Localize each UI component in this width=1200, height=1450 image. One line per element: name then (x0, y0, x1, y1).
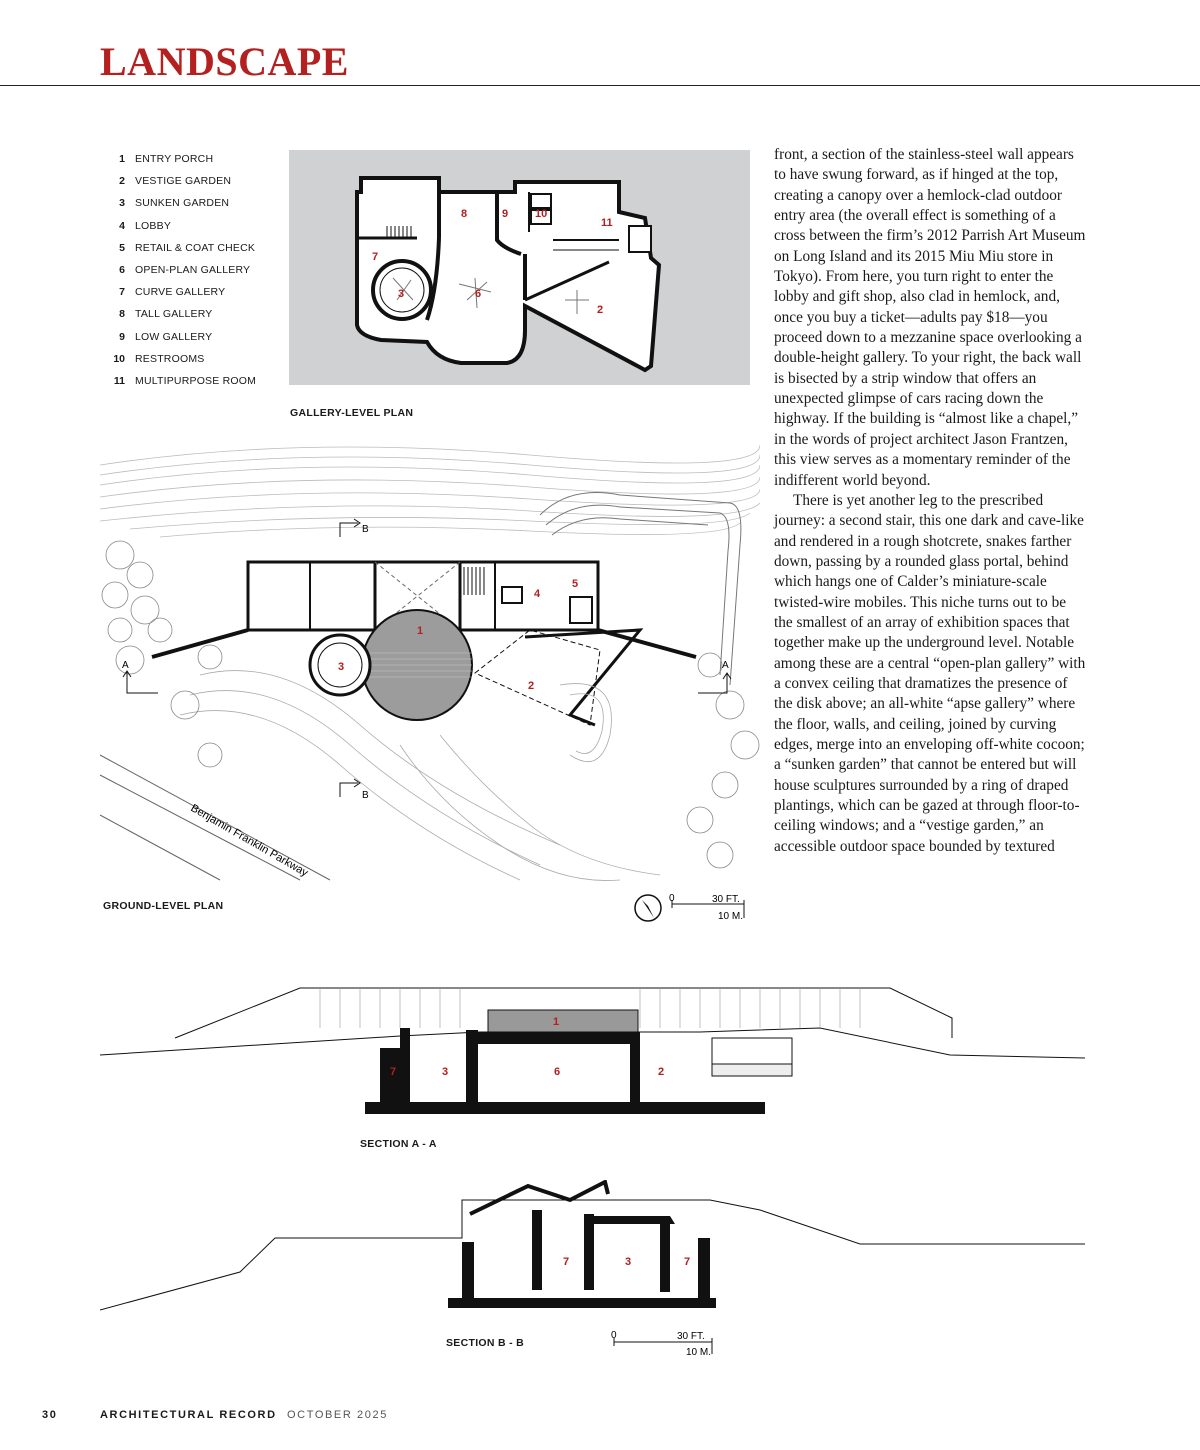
legend-label: ENTRY PORCH (135, 153, 214, 166)
section-bb-caption: SECTION B - B (446, 1337, 524, 1349)
section-aa-number-2: 2 (658, 1066, 665, 1078)
article-paragraph: There is yet another leg to the prescribed journey: a second stair, this one dark and cave-like and rendered in a rough shotcrete, snakes farther down, passing by a rounded glass portal, behind which hangs one of Calder’s miniature-scale twisted-wire mobiles. This niche turns out to be the smallest of an array of exhibition spaces that together make up the underground level. Notable among these are a central “open-plan gallery” with a convex ceiling that dramatizes the presence of the disk above; an all-white “apse gallery” where the floor, walls, and ceiling, joined by curving edges, merge into an enveloping off-white cocoon; a “sunken garden” that cannot be entered but will house sculptures surrounded by a ring of draped plantings, which can be gazed at through floor-to-ceiling windows; and a “vestige garden,” an accessible outdoor space bounded by textured (774, 491, 1086, 855)
plan-number-6: 6 (475, 288, 482, 300)
legend-label: SUNKEN GARDEN (135, 197, 230, 210)
legend-label: RETAIL & COAT CHECK (135, 241, 256, 254)
section-scale-meters: 10 M. (686, 1347, 712, 1358)
gallery-level-plan (289, 150, 750, 385)
legend-item (100, 237, 256, 259)
ground-plan-caption: GROUND-LEVEL PLAN (103, 900, 224, 912)
legend-item (100, 303, 232, 325)
legend-item (100, 192, 232, 214)
issue-date: OCTOBER 2025 (287, 1409, 388, 1421)
section-scale-zero: 0 (611, 1330, 617, 1341)
legend-number: 4 (119, 219, 125, 232)
legend-label: LOBBY (135, 219, 172, 232)
legend-item (100, 326, 232, 348)
scale-zero: 0 (669, 893, 675, 904)
section-a-a-drawing (100, 980, 1085, 1120)
section-scale-feet: 30 FT. (677, 1331, 705, 1342)
article-body (774, 145, 1086, 857)
plan-number-10: 10 (535, 208, 548, 220)
legend-label: RESTROOMS (135, 352, 205, 365)
section-marker-a-left: A (122, 660, 129, 671)
scale-meters: 10 M. (718, 911, 744, 922)
legend-item (100, 148, 232, 170)
plan-number-7: 7 (372, 251, 379, 263)
ground-number-2: 2 (528, 680, 535, 692)
section-aa-number-6: 6 (554, 1066, 561, 1078)
ground-number-1: 1 (417, 625, 424, 637)
ground-level-plan (100, 425, 760, 885)
magazine-name: ARCHITECTURAL RECORD (100, 1409, 277, 1421)
legend-number: 11 (113, 374, 125, 387)
header-rule (0, 85, 1200, 86)
legend-label: OPEN-PLAN GALLERY (135, 264, 251, 277)
street-label: Benjamin Franklin Parkway (188, 802, 310, 880)
section-scale-bar (608, 1326, 718, 1358)
plan-number-9: 9 (502, 208, 509, 220)
plan-number-2: 2 (597, 304, 604, 316)
ground-number-5: 5 (572, 578, 579, 590)
legend-number: 9 (119, 330, 125, 343)
legend-label: VESTIGE GARDEN (135, 175, 232, 188)
legend-number: 8 (119, 308, 125, 321)
section-aa-caption: SECTION A - A (360, 1138, 437, 1150)
legend-number: 10 (113, 352, 125, 365)
plan-number-8: 8 (461, 208, 468, 220)
legend-label: LOW GALLERY (135, 330, 213, 343)
legend-number: 6 (119, 264, 125, 277)
section-marker-b-bottom: B (362, 790, 369, 801)
section-b-b-drawing (100, 1180, 1085, 1315)
ground-number-4: 4 (534, 588, 541, 600)
legend-item (100, 215, 232, 237)
section-aa-number-3: 3 (442, 1066, 449, 1078)
north-arrow-and-scale (632, 890, 752, 926)
legend-item (100, 370, 257, 392)
plan-number-3: 3 (398, 288, 405, 300)
legend-number: 2 (119, 175, 125, 188)
gallery-plan-caption: GALLERY-LEVEL PLAN (290, 407, 414, 419)
section-aa-number-7: 7 (390, 1066, 397, 1078)
legend-item (100, 170, 232, 192)
legend-number: 7 (119, 286, 125, 299)
section-title: LANDSCAPE (100, 39, 349, 84)
article-paragraph: front, a section of the stainless-steel wall appears to have swung forward, as if hinged at the top, creating a canopy over a hemlock-clad outdoor entry area (the overall effect is something of a cross between the firm’s 2012 Parrish Art Museum on Long Island and its 2015 Miu Miu store in Tokyo). From here, you turn right to enter the lobby and gift shop, also clad in hemlock, and, once you buy a ticket—adults pay $18—you proceed down to a mezzanine space overlooking a double-height gallery. To your right, the back wall is bisected by a strip window that offers an unexpected glimpse of cars racing down the highway. If the building is “almost like a chapel,” in the words of project architect Jason Frantzen, this view serves as a momentary reminder of the indifferent world beyond. (774, 146, 1086, 489)
legend-number: 3 (119, 197, 125, 210)
legend-item (100, 348, 232, 370)
legend-item (100, 259, 251, 281)
legend-label: TALL GALLERY (135, 308, 213, 321)
ground-number-3: 3 (338, 661, 345, 673)
page-number: 30 (42, 1409, 58, 1421)
section-aa-number-1: 1 (553, 1016, 560, 1028)
gallery-plan-drawing (289, 150, 750, 385)
section-marker-a-right: A (722, 660, 729, 671)
section-bb-number-3: 3 (625, 1256, 632, 1268)
plan-number-11: 11 (601, 217, 613, 229)
section-marker-b-top: B (362, 524, 369, 535)
section-bb-number-7-right: 7 (684, 1256, 691, 1268)
plan-legend (100, 148, 257, 392)
legend-item (100, 281, 232, 303)
legend-label: CURVE GALLERY (135, 286, 226, 299)
legend-label: MULTIPURPOSE ROOM (135, 374, 257, 387)
scale-feet: 30 FT. (712, 894, 740, 905)
legend-number: 5 (119, 241, 125, 254)
section-bb-number-7-left: 7 (563, 1256, 570, 1268)
legend-number: 1 (119, 153, 125, 166)
